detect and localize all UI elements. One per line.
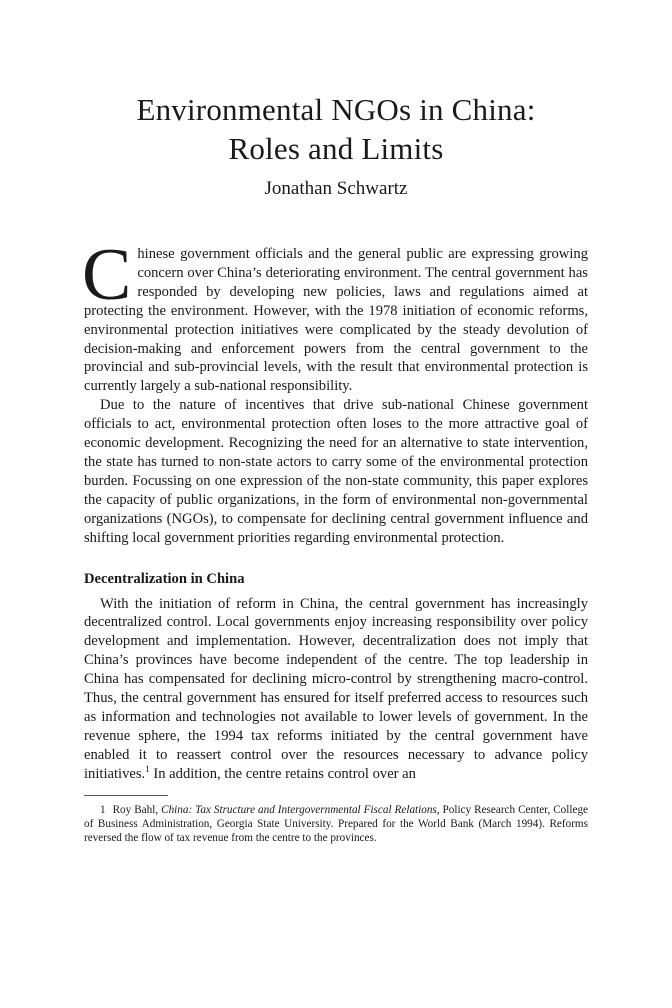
- author-name: Jonathan Schwartz: [264, 178, 408, 199]
- title-line-1: Environmental NGOs in China:: [136, 92, 536, 127]
- footnote-reference[interactable]: 1: [145, 763, 150, 774]
- paragraph-3: [84, 595, 588, 784]
- drop-cap: C: [82, 234, 132, 316]
- article-title: [84, 90, 588, 168]
- footnote-author: Roy Bahl,: [112, 803, 162, 816]
- paragraph-1: [82, 234, 588, 396]
- article-body: [82, 234, 589, 846]
- paragraph-3-text: With the initiation of reform in China, the central government has increasingly decentralized control. Local governments enjoy increasing responsibility over policy development and implementation. However, decentralization does not imply that China’s provinces have become independent of the centre. The top leadership in China has compensated for declining micro-control by strengthening macro-control. Thus, the central government has ensured for itself preferred access to resources such as information and technologies not available to lower levels of government. In the revenue sphere, the 1994 tax reforms initiated by the central government have enabled it to reassert control over the resources necessary to advance policy initiatives.: [84, 595, 588, 782]
- footnote: [84, 803, 588, 846]
- section-heading: Decentralization in China: [84, 570, 245, 587]
- footnote-details: Policy Research Center, College of Business Administration, Georgia State University. Prepared for the World Bank (March 1994). Reforms reversed the flow of tax revenue from the centre to the provinces.: [84, 803, 589, 845]
- article-page: [84, 90, 588, 846]
- footnote-number: 1: [100, 803, 106, 816]
- title-line-2: Roles and Limits: [228, 131, 444, 166]
- footnote-divider: [84, 795, 168, 796]
- footnote-book-title: China: Tax Structure and Intergovernmental Fiscal Relations,: [161, 803, 440, 816]
- paragraph-2: Due to the nature of incentives that drive sub-national Chinese government officials to act, environmental protection often loses to the more attractive goal of economic development. Recognizing the need for an alternative to state intervention, the state has turned to non-state actors to carry some of the environmental protection burden. Focussing on one expression of the non-state community, this paper explores the capacity of public organizations, in the form of environmental non-governmental organizations (NGOs), to compensate for declining central government influence and shifting local government priorities regarding environmental protection.: [84, 397, 588, 546]
- paragraph-1-text: hinese government officials and the general public are expressing growing concern over China’s deteriorating environment. The central government has responded by developing new policies, laws and regulations aimed at protecting the environment. However, with the 1978 initiation of economic reforms, environmental protection initiatives were complicated by the steady devolution of decision-making and enforcement powers from the central government to the provincial and sub-provincial levels, with the result that environmental protection is currently largely a sub-national responsibility.: [84, 246, 588, 395]
- paragraph-3-continuation: In addition, the centre retains control over an: [149, 765, 416, 782]
